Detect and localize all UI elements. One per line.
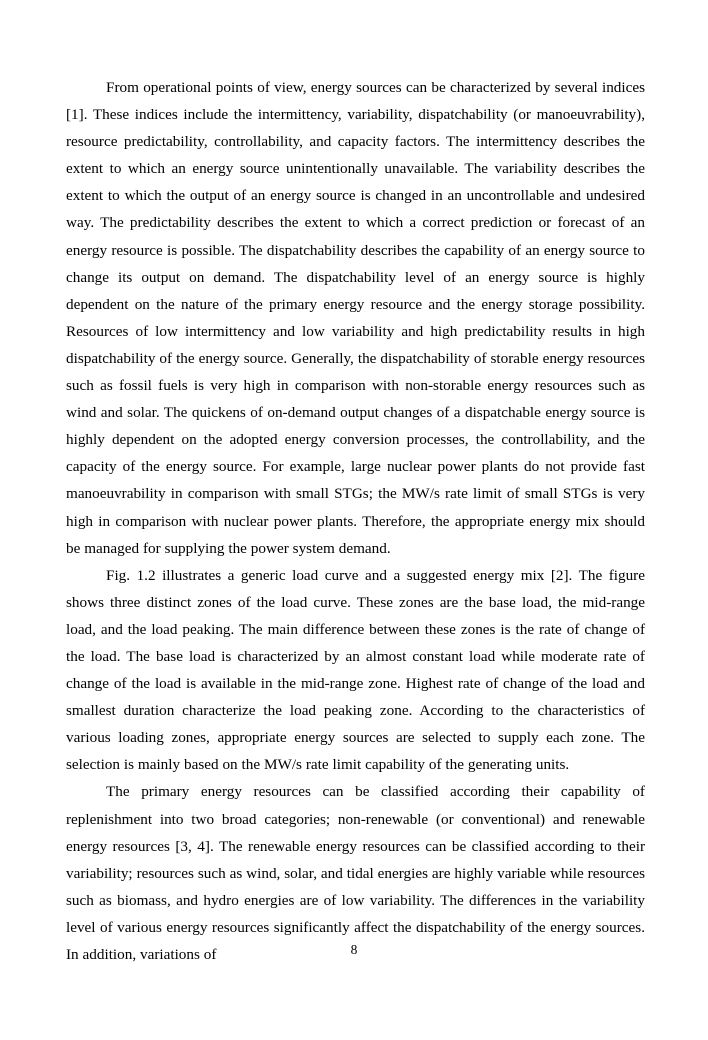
paragraph-2: Fig. 1.2 illustrates a generic load curve and a suggested energy mix [2]. The figure shows three distinct zones of the load curve. These zones are the base load, the mid-range load, and the load peaking. The main difference between these zones is the rate of change of the load. The base load is characterized by an almost constant load while moderate rate of change of the load is available in the mid-range zone. Highest rate of change of the load and smallest duration characterize the load peaking zone. According to the characteristics of various loading zones, appropriate energy sources are selected to supply each zone. The selection is mainly based on the MW/s rate limit capability of the generating units. [66, 566, 645, 774]
page-number: 8 [350, 942, 358, 957]
paragraph-1: From operational points of view, energy sources can be characterized by several indices [1]. These indices include the intermittency, variability, dispatchability (or manoeuvrability), resource predictability, controllability, and capacity factors. The intermittency describes the extent to which an energy source unintentionally unavailable. The variability describes the extent to which the output of an energy source is changed in an uncontrollable and undesired way. The predictability describes the extent to which a correct prediction or forecast of an energy resource is possible. The dispatchability describes the capability of an energy source to change its output on demand. The dispatchability level of an energy source is highly dependent on the nature of the primary energy resource and the energy storage possibility. Resources of low intermittency and low variability and high predictability results in high dispatchability of the energy source. Generally, the dispatchability of storable energy resources such as fossil fuels is very high in comparison with non-storable energy resources such as wind and solar. The quickens of on-demand output changes of a dispatchable energy source is highly dependent on the adopted energy conversion processes, the controllability, and the capacity of the energy source. For example, large nuclear power plants do not provide fast manoeuvrability in comparison with small STGs; the MW/s rate limit of small STGs is very high in comparison with nuclear power plants. Therefore, the appropriate energy mix should be managed for supplying the power system demand. [66, 79, 645, 557]
body-text-block [66, 74, 645, 968]
paragraph-3: The primary energy resources can be classified according their capability of replenishment into two broad categories; non-renewable (or conventional) and renewable energy resources [3, 4]. The renewable energy resources can be classified according to their variability; resources such as wind, solar, and tidal energies are highly variable while resources such as biomass, and hydro energies are of low variability. The differences in the variability level of various energy resources significantly affect the dispatchability of the energy sources. In addition, variations of [66, 783, 645, 963]
